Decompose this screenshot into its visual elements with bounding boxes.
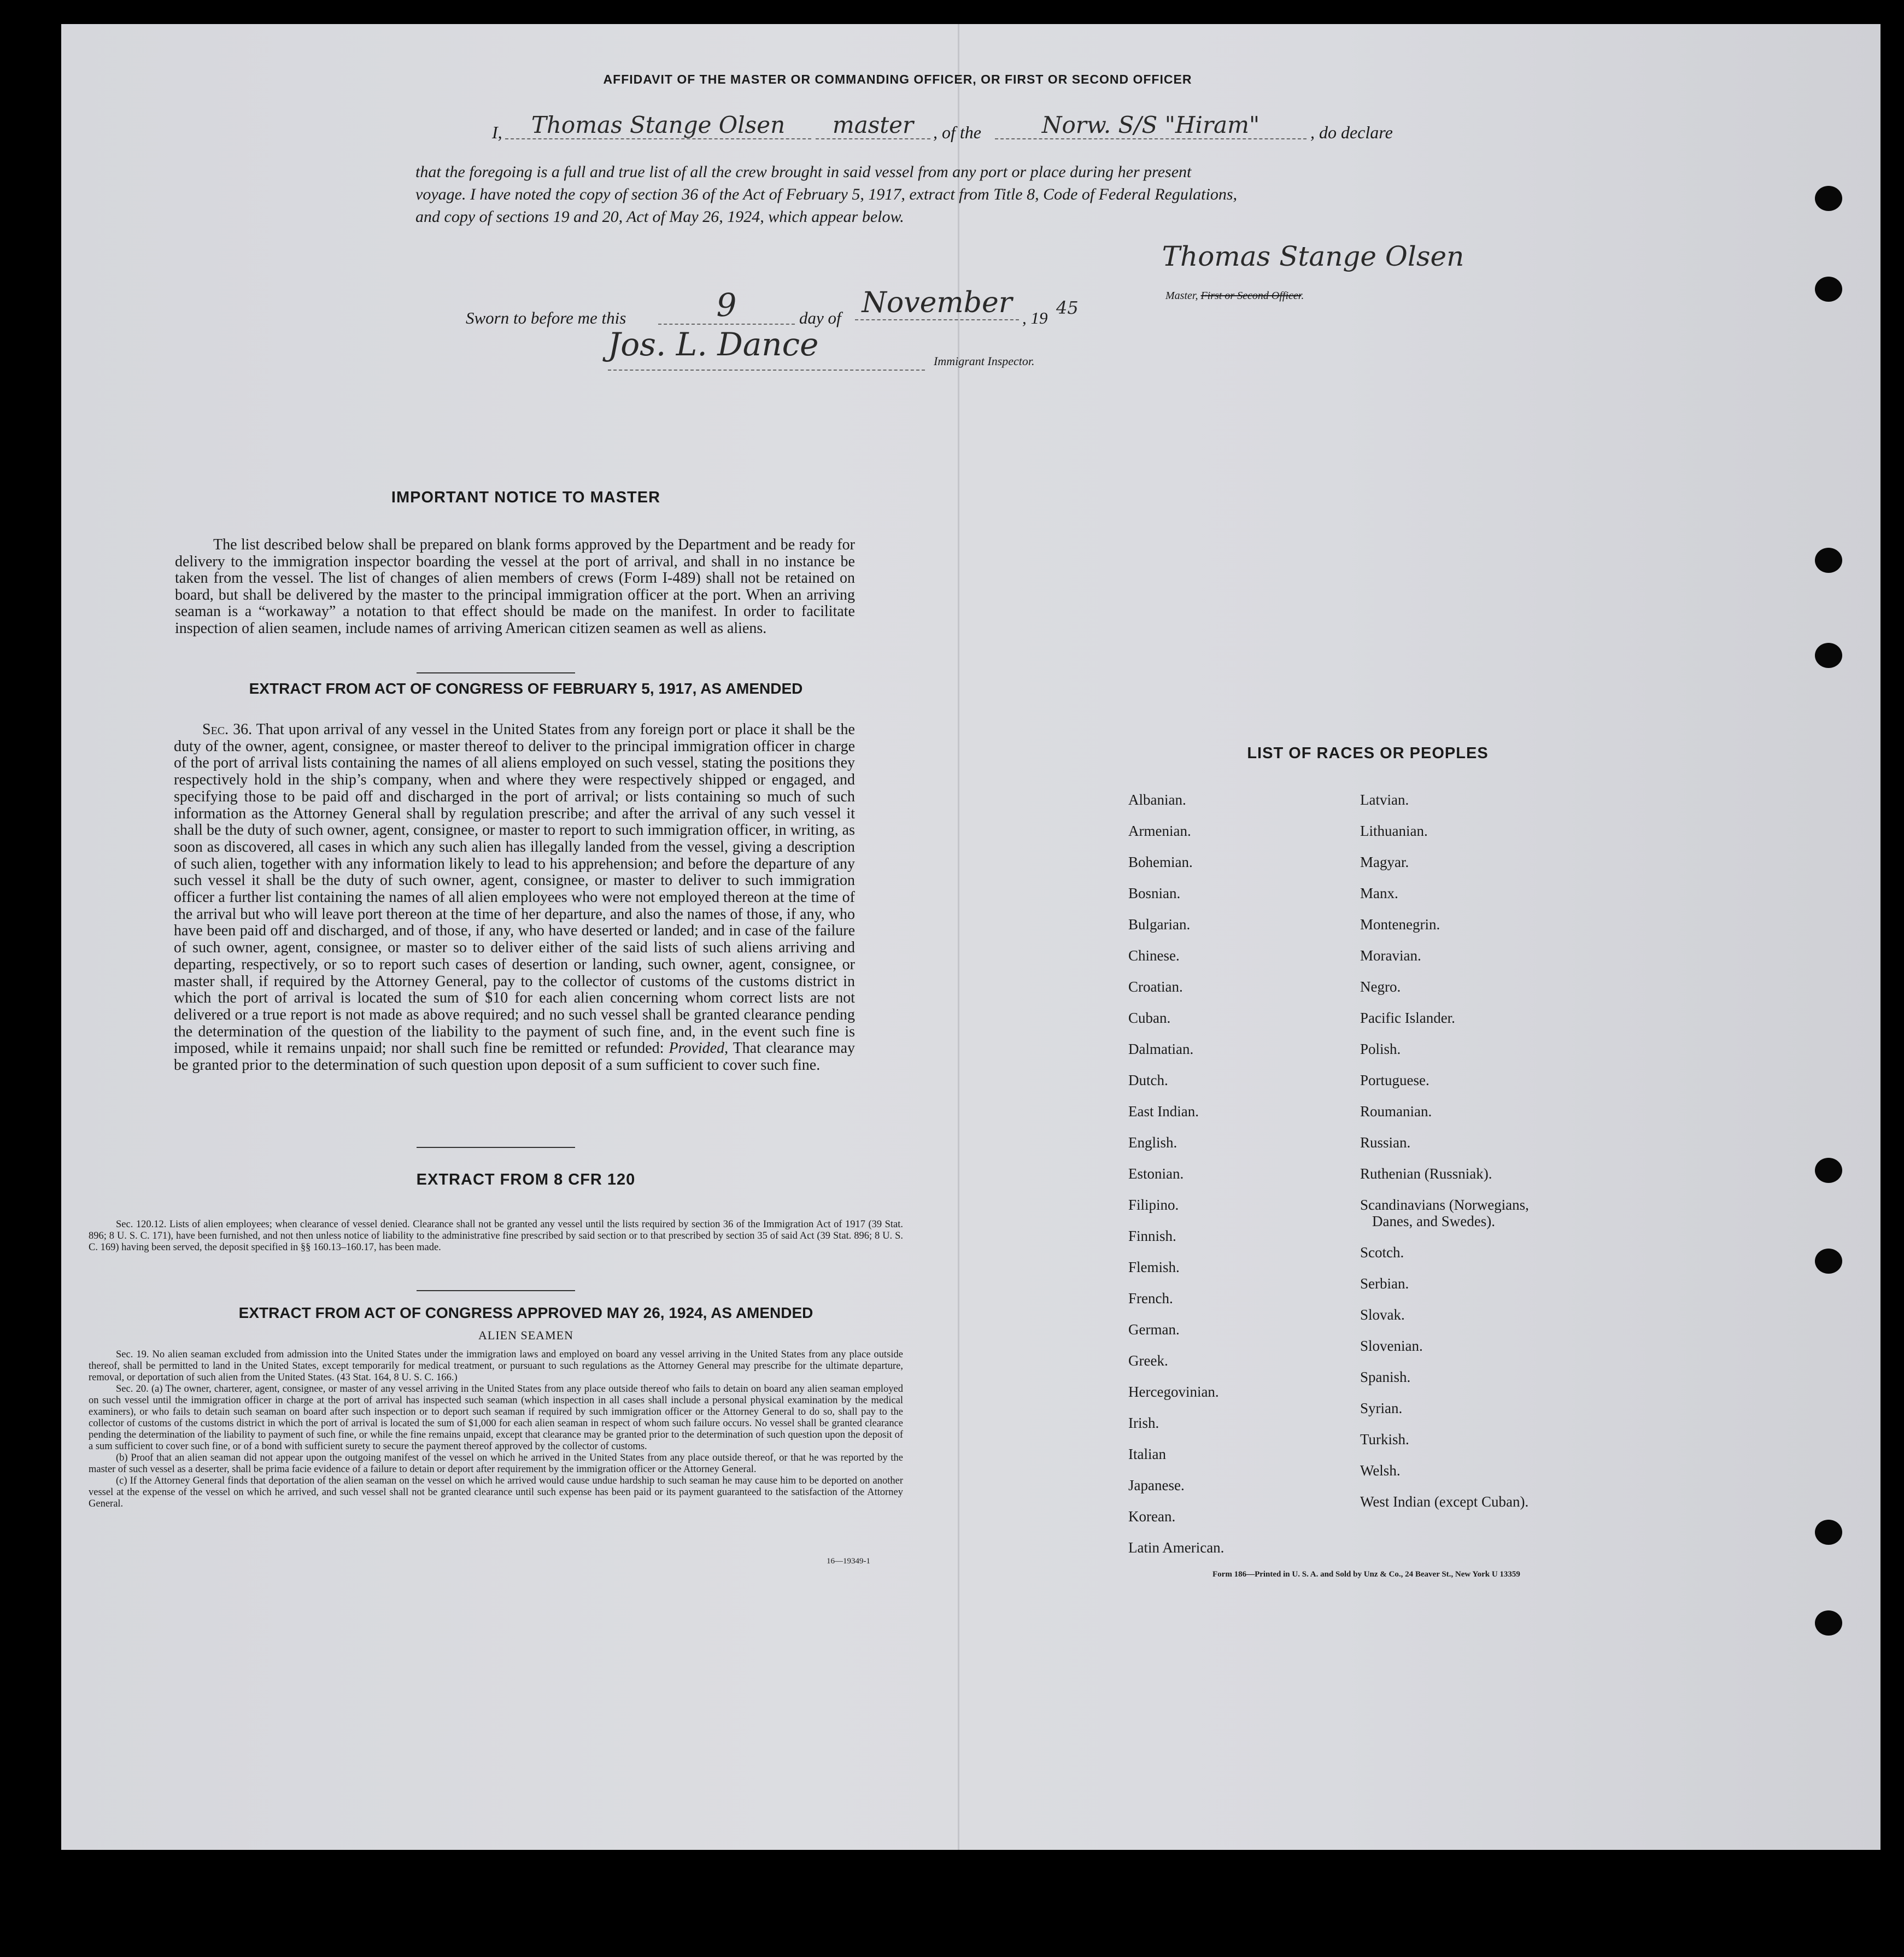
binder-hole xyxy=(1815,548,1842,573)
day-of-label: day of xyxy=(799,308,841,327)
extract-1924-body xyxy=(89,1349,903,1510)
race-item: Welsh. xyxy=(1360,1462,1401,1479)
race-item: Serbian. xyxy=(1360,1275,1409,1292)
provided-label: Provided, xyxy=(669,1040,729,1057)
race-item: Slovenian. xyxy=(1360,1338,1423,1354)
race-item: Portuguese. xyxy=(1360,1072,1430,1088)
race-item: Roumanian. xyxy=(1360,1103,1432,1120)
sworn-day-handwritten: 9 xyxy=(658,286,795,325)
printer-line: Form 186—Printed in U. S. A. and Sold by Unz & Co., 24 Beaver St., New York U 13359 xyxy=(1212,1570,1520,1579)
notice-body: The list described below shall be prepared on blank forms approved by the Department and be ready for delivery to the immigration inspector boarding the vessel at the port of arrival, and shall in no instance be taken from the vessel. The list of changes of alien members of crews (Form I-489) shall not be retained on board, but shall be delivered by the master to the principal immigration officer at the port. When an arriving seaman is a “workaway” a notation to that effect should be made on the manifest. In order to facilitate inspection of alien seamen, include names of arriving American citizen seamen as well as aliens. xyxy=(175,536,855,637)
master-signature: Thomas Stange Olsen xyxy=(1162,241,1464,272)
races-left-column xyxy=(1128,792,1347,1571)
race-item: Croatian. xyxy=(1128,978,1183,995)
sworn-label: Sworn to before me this xyxy=(466,308,626,327)
race-item: Syrian. xyxy=(1360,1400,1403,1416)
race-item: Finnish. xyxy=(1128,1228,1176,1244)
race-item: Flemish. xyxy=(1128,1259,1180,1275)
sworn-line xyxy=(466,286,1231,330)
race-item: Russian. xyxy=(1360,1134,1411,1151)
binder-hole xyxy=(1815,1610,1842,1636)
form-sheet xyxy=(61,24,1880,1850)
race-item: Cuban. xyxy=(1128,1010,1171,1026)
race-item: Chinese. xyxy=(1128,947,1180,964)
race-item: French. xyxy=(1128,1290,1173,1306)
race-item: Filipino. xyxy=(1128,1197,1179,1213)
year-printed: , 19 xyxy=(1022,308,1048,327)
race-item: Danes, and Swedes). xyxy=(1372,1213,1495,1229)
cfr-title: EXTRACT FROM 8 CFR 120 xyxy=(416,1171,636,1188)
inspector-signature: Jos. L. Dance xyxy=(608,326,925,371)
binder-hole xyxy=(1815,186,1842,211)
race-item: Latin American. xyxy=(1128,1539,1225,1556)
sworn-month-handwritten: November xyxy=(855,286,1019,320)
declaration-body-line: voyage. I have noted the copy of section 36 of the Act of February 5, 1917, extract from Title 8, Code of Federal Regulations, xyxy=(415,185,1238,203)
race-item: Spanish. xyxy=(1360,1369,1411,1385)
binder-hole xyxy=(1815,1520,1842,1545)
race-item: Bulgarian. xyxy=(1128,916,1191,933)
race-item: Italian xyxy=(1128,1446,1166,1462)
race-item: Negro. xyxy=(1360,978,1401,995)
do-declare-label: , do declare xyxy=(1310,122,1393,142)
master-name-handwritten: Thomas Stange Olsen xyxy=(505,112,811,139)
binder-hole xyxy=(1815,1158,1842,1183)
race-item: Hercegovinian. xyxy=(1128,1384,1219,1400)
race-item: Korean. xyxy=(1128,1508,1176,1525)
sec-20a-text: Sec. 20. (a) The owner, charterer, agent, consignee, or master of any vessel arriving in the United States from any place outside thereof who fails to detain on board any alien seaman employed on such vessel until the immigration officer in charge at the port of arrival has inspected such seaman (which inspection in all cases shall include a personal physical examination by the medical examiners), or who fails to detain such seaman on board after such inspection or to deport such seaman if required by such immigration officer or the Attorney General to do so, shall pay to the collector of customs of the customs district in which the port of arrival is located the sum of $1,000 for each alien seaman in respect of whom such failure occurs. No vessel shall be granted clearance pending the determination of the liability to payment of such fine, or while the fine remains unpaid, except that clearance may be granted prior to the determination of such question upon the deposit of a sum sufficient to cover such fine, or of a bond with sufficient surety to secure the payment thereof approved by the collector of customs. xyxy=(89,1384,903,1452)
signature-caption-struck: First or Second Officer xyxy=(1200,290,1302,302)
race-item: Bosnian. xyxy=(1128,885,1181,901)
vessel-name-handwritten: Norw. S/S "Hiram" xyxy=(995,112,1307,139)
divider xyxy=(417,1290,575,1291)
declaration-line xyxy=(411,112,1499,144)
race-item: English. xyxy=(1128,1134,1177,1151)
inspector-caption: Immigrant Inspector. xyxy=(934,354,1035,368)
sec-36-label: Sec. 36. xyxy=(202,721,253,738)
race-item: Montenegrin. xyxy=(1360,916,1440,933)
binder-hole xyxy=(1815,277,1842,302)
race-item: Japanese. xyxy=(1128,1477,1185,1493)
race-item: Manx. xyxy=(1360,885,1398,901)
extract-1924-title: EXTRACT FROM ACT OF CONGRESS APPROVED MAY 26, 1924, AS AMENDED xyxy=(238,1304,813,1321)
race-item: Estonian. xyxy=(1128,1165,1184,1182)
extract-1917-title: EXTRACT FROM ACT OF CONGRESS OF FEBRUARY 5, 1917, AS AMENDED xyxy=(249,680,803,697)
race-item: Scandinavians (Norwegians, xyxy=(1360,1197,1529,1213)
race-item: Armenian. xyxy=(1128,823,1191,839)
race-item: Latvian. xyxy=(1360,792,1409,808)
race-item: Albanian. xyxy=(1128,792,1186,808)
binder-hole xyxy=(1815,643,1842,668)
signature-caption-end: . xyxy=(1301,290,1304,302)
race-item: Magyar. xyxy=(1360,854,1409,870)
sec-36-text-b: That clearance may be granted prior to the determination of such question upon deposit of a sum sufficient to cover such fine. xyxy=(174,1040,856,1074)
signature-caption-master: Master, xyxy=(1165,290,1198,302)
race-item: Polish. xyxy=(1360,1041,1401,1057)
affidavit-title: AFFIDAVIT OF THE MASTER OR COMMANDING OFFICER, OR FIRST OR SECOND OFFICER xyxy=(603,72,1192,86)
race-item: German. xyxy=(1128,1321,1180,1338)
race-item: Bohemian. xyxy=(1128,854,1193,870)
year-handwritten: 45 xyxy=(1056,297,1079,318)
race-item: Turkish. xyxy=(1360,1431,1409,1448)
race-item: Greek. xyxy=(1128,1352,1168,1369)
race-item: Lithuanian. xyxy=(1360,823,1428,839)
race-item: West Indian (except Cuban). xyxy=(1360,1493,1529,1510)
form-code: 16—19349-1 xyxy=(827,1557,870,1566)
races-title: LIST OF RACES OR PEOPLES xyxy=(1247,745,1489,762)
notice-title: IMPORTANT NOTICE TO MASTER xyxy=(391,489,661,506)
race-item: Dutch. xyxy=(1128,1072,1168,1088)
sec-20b-text: (b) Proof that an alien seaman did not appear upon the outgoing manifest of the vessel on which he arrived in the United States from any place outside thereof, or that he was reported by the master of such vessel as a deserter, shall be prima facie evidence of a failure to detain or deport after requirement by the immigration officer or the Attorney General. xyxy=(89,1452,903,1475)
race-item: Pacific Islander. xyxy=(1360,1010,1455,1026)
race-item: Irish. xyxy=(1128,1415,1159,1431)
divider xyxy=(417,672,575,673)
extract-1917-body xyxy=(174,722,855,1074)
sec-36-text-a: That upon arrival of any vessel in the United States from any foreign port or place it shall be the duty of the owner, agent, consignee, or master thereof to deliver to the principal immigration officer in charge of the port of arrival lists containing the names of all aliens employed on such vessel, stating the positions they respectively hold in the ship’s company, when and where they were respectively shipped or engaged, and specifying those to be paid off and discharged in the port of arrival; or lists containing so much of such information as the Attorney General shall by regulation prescribe; and after the arrival of any such vessel it shall be the duty of such owner, agent, consignee, or master to report to such immigration officer, in writing, as soon as discovered, all cases in which any such alien has illegally landed from the vessel, giving a description of such alien, together with any information likely to lead to his apprehension; and before the departure of any such vessel it shall be the duty of such owner, agent, consignee, or master to deliver to such immigration officer a further list containing the names of all alien employees who were not employed thereon at the time of the arrival but who will leave port thereon at the time of her departure, and also the names of those, if any, who have been paid off and discharged, and of those, if any, who have deserted or landed; and in case of the failure of such owner, agent, consignee, or master so to deliver either of the said lists of such aliens arriving and departing, respectively, or so to report such cases of desertion or landing, such owner, agent, consignee, or master shall, if required by the Attorney General, pay to the collector of customs of the customs district in which the port of arrival is located the sum of $10 for each alien concerning whom correct lists are not delivered or a true report is not made as above required; and no such vessel shall be granted clearance pending the determination of the question of the liability to the payment of such fine, and, in the event such fine is imposed, while it remains unpaid; nor shall such fine be remitted or refunded: xyxy=(174,721,855,1057)
divider xyxy=(417,1147,575,1148)
binder-hole xyxy=(1815,1249,1842,1274)
sec-19-text: Sec. 19. No alien seaman excluded from admission into the United States under the immigration laws and employed on board any vessel arriving in the United States from any place outside thereof, shall be permitted to land in the United States, except temporarily for medical treatment, or pursuant to such regulations as the Attorney General may prescribe for the ultimate departure, removal, or deportation of such alien from the United States. (43 Stat. 164, 8 U. S. C. 166.) xyxy=(89,1349,903,1383)
race-item: East Indian. xyxy=(1128,1103,1199,1120)
declaration-body-line: and copy of sections 19 and 20, Act of May 26, 1924, which appear below. xyxy=(415,208,904,226)
race-item: Ruthenian (Russniak). xyxy=(1360,1165,1492,1182)
cfr-body: Sec. 120.12. Lists of alien employees; when clearance of vessel denied. Clearance shall not be granted any vessel until the lists required by section 36 of the Immigration Act of 1917 (39 Stat. 896; 8 U. S. C. 171), have been furnished, and not then unless notice of liability to the administrative fine prescribed by said section or to that prescribed by section 35 of said Act (39 Stat. 896; 8 U. S. C. 169) having been served, the deposit specified in §§ 160.13–160.17, has been made. xyxy=(89,1219,903,1253)
declaration-body xyxy=(415,161,1503,228)
declaration-body-line: that the foregoing is a full and true list of all the crew brought in said vessel from any port or place during her present xyxy=(415,163,1192,181)
race-item: Dalmatian. xyxy=(1128,1041,1194,1057)
races-right-column xyxy=(1360,792,1633,1525)
extract-1924-subtitle: ALIEN SEAMEN xyxy=(478,1328,573,1342)
sec-20c-text: (c) If the Attorney General finds that deportation of the alien seaman on the vessel on which he arrived would cause undue hardship to such seaman he may cause him to be deported on another vessel at the expense of the vessel on which he arrived, and such vessel shall not be granted clearance until such expense has been paid or its payment guaranteed to the satisfaction of the Attorney General. xyxy=(89,1475,903,1509)
of-the-label: , of the xyxy=(933,122,981,142)
race-item: Scotch. xyxy=(1360,1244,1404,1261)
i-label: I, xyxy=(492,122,502,142)
rank-handwritten: master xyxy=(816,112,930,139)
race-item: Moravian. xyxy=(1360,947,1421,964)
race-item: Slovak. xyxy=(1360,1306,1405,1323)
